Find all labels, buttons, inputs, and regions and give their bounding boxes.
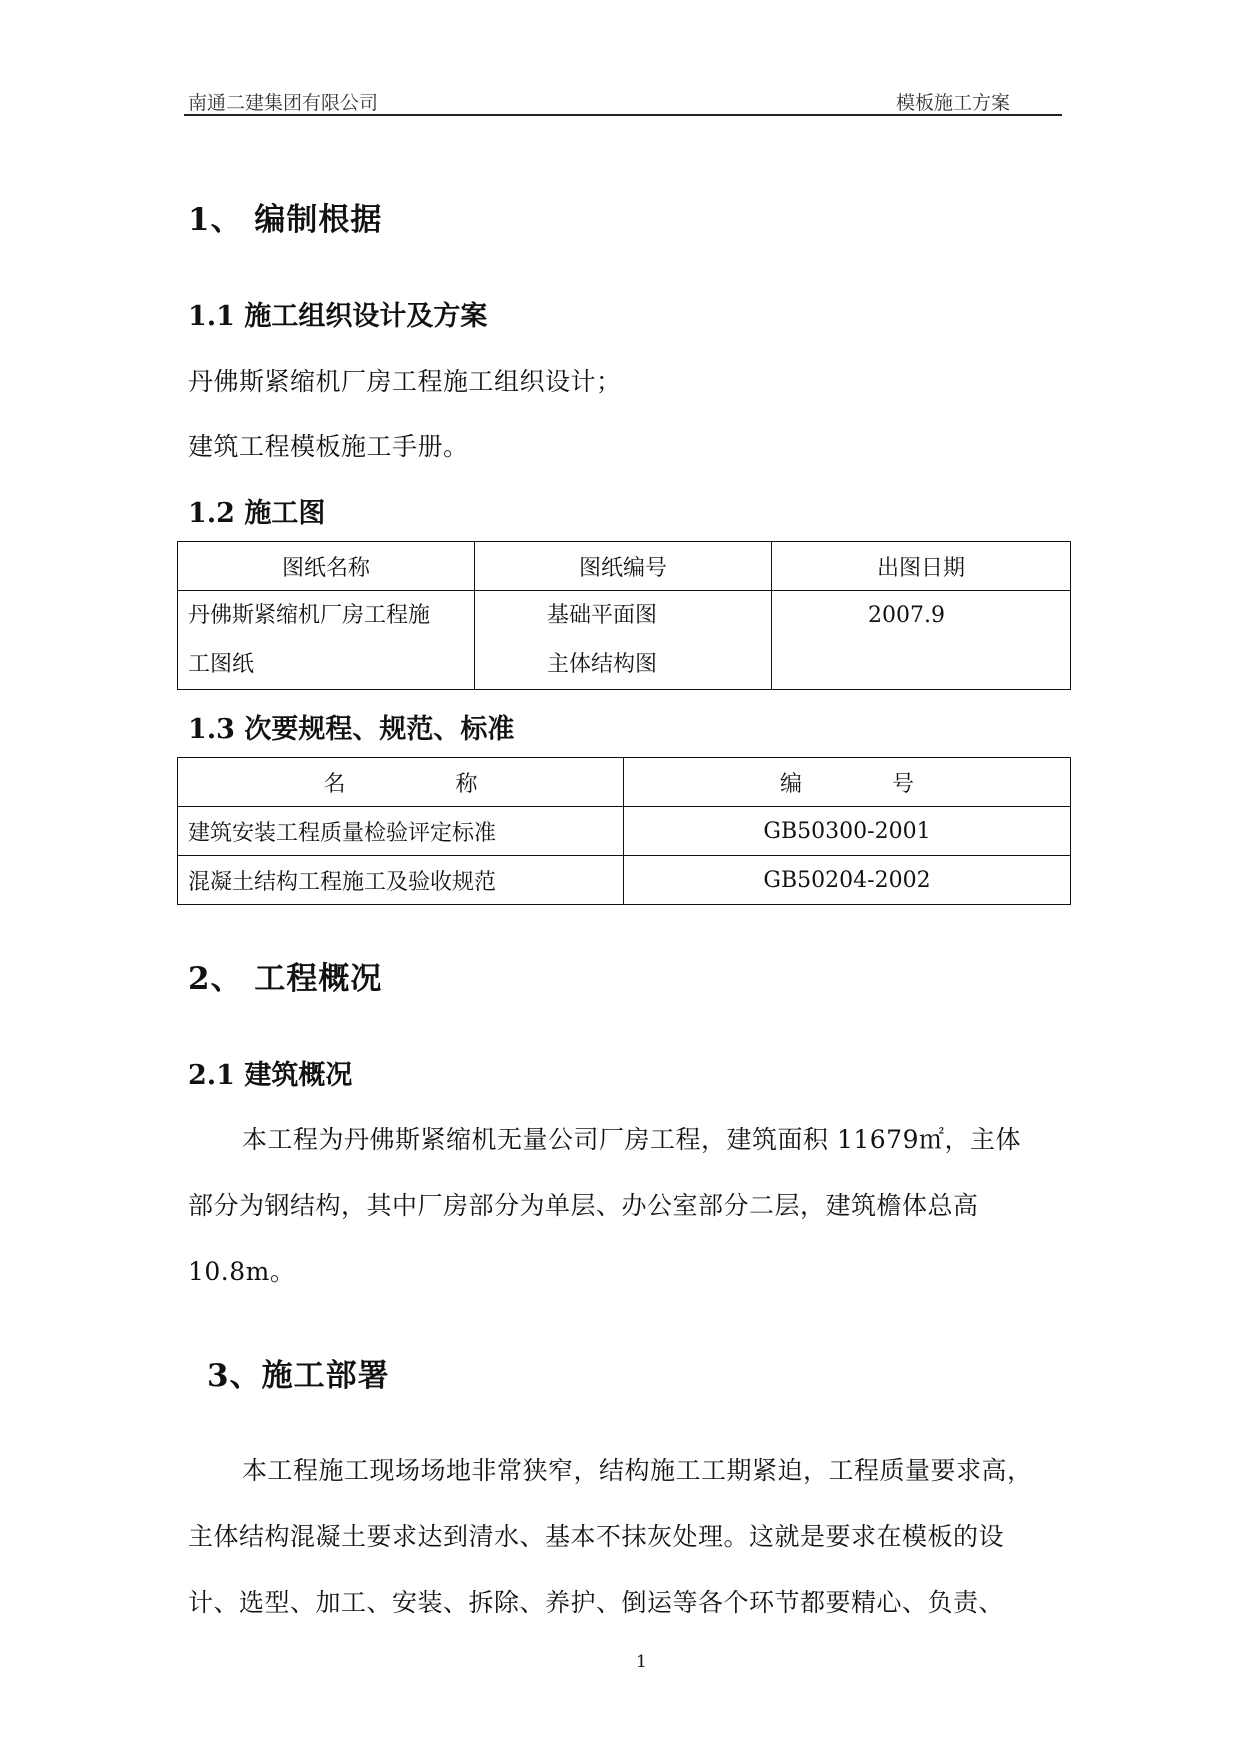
drawing-code-line: 主体结构图	[547, 652, 658, 677]
overview-line: 10.8m。	[188, 1257, 296, 1286]
table-row	[178, 807, 1071, 856]
header-char: 名	[323, 771, 346, 797]
overview-line: 本工程为丹佛斯紧缩机无量公司厂房工程，建筑面积 11679㎡，主体	[242, 1125, 1021, 1154]
deployment-line: 计、选型、加工、安装、拆除、养护、倒运等各个环节都要精心、负责、	[188, 1588, 1005, 1617]
section-1-1-line: 建筑工程模板施工手册。	[188, 432, 469, 461]
drawing-code-cell	[475, 591, 772, 690]
standards-table	[177, 757, 1071, 905]
standard-name-cell: 建筑安装工程质量检验评定标准	[178, 807, 624, 856]
section-1-title: 1、 编制根据	[188, 202, 383, 238]
section-1-3-title: 1.3 次要规程、规范、标准	[188, 714, 515, 745]
header-char: 号	[892, 771, 915, 797]
table-header-cell: 图纸名称	[178, 542, 475, 591]
drawing-name-line: 丹佛斯紧缩机厂房工程施	[188, 603, 431, 628]
section-3-title: 3、施工部署	[207, 1358, 390, 1394]
section-1-1-title: 1.1 施工组织设计及方案	[188, 301, 488, 332]
standard-code-cell: GB50300-2001	[624, 807, 1071, 856]
page-number: 1	[636, 1652, 647, 1672]
standard-name-header	[178, 758, 624, 807]
section-2-title: 2、 工程概况	[188, 961, 383, 997]
standard-name-cell: 混凝土结构工程施工及验收规范	[178, 856, 624, 905]
header-char: 称	[455, 771, 478, 797]
header-char: 编	[779, 771, 802, 797]
table-header-row	[178, 542, 1071, 591]
drawing-name-cell	[178, 591, 475, 690]
table-header-row	[178, 758, 1071, 807]
drawings-table	[177, 541, 1071, 690]
drawing-code-line: 基础平面图	[547, 603, 658, 628]
table-header-cell: 图纸编号	[475, 542, 772, 591]
deployment-line: 主体结构混凝土要求达到清水、基本不抹灰处理。这就是要求在模板的设	[188, 1522, 1005, 1551]
header-divider	[184, 114, 1062, 116]
deployment-line: 本工程施工现场场地非常狭窄，结构施工工期紧迫，工程质量要求高，	[242, 1456, 1033, 1485]
section-2-1-title: 2.1 建筑概况	[188, 1060, 353, 1091]
drawing-name-line: 工图纸	[188, 652, 255, 677]
table-row	[178, 591, 1071, 690]
section-1-1-line: 丹佛斯紧缩机厂房工程施工组织设计；	[188, 367, 622, 396]
standard-code-cell: GB50204-2002	[624, 856, 1071, 905]
drawing-date-cell: 2007.9	[772, 591, 1071, 690]
standard-code-header	[624, 758, 1071, 807]
table-header-cell: 出图日期	[772, 542, 1071, 591]
table-row	[178, 856, 1071, 905]
header-doc-title: 模板施工方案	[896, 92, 1011, 114]
section-1-2-title: 1.2 施工图	[188, 498, 326, 529]
overview-line: 部分为钢结构，其中厂房部分为单层、办公室部分二层，建筑檐体总高	[188, 1191, 979, 1220]
header-company: 南通二建集团有限公司	[188, 92, 379, 114]
